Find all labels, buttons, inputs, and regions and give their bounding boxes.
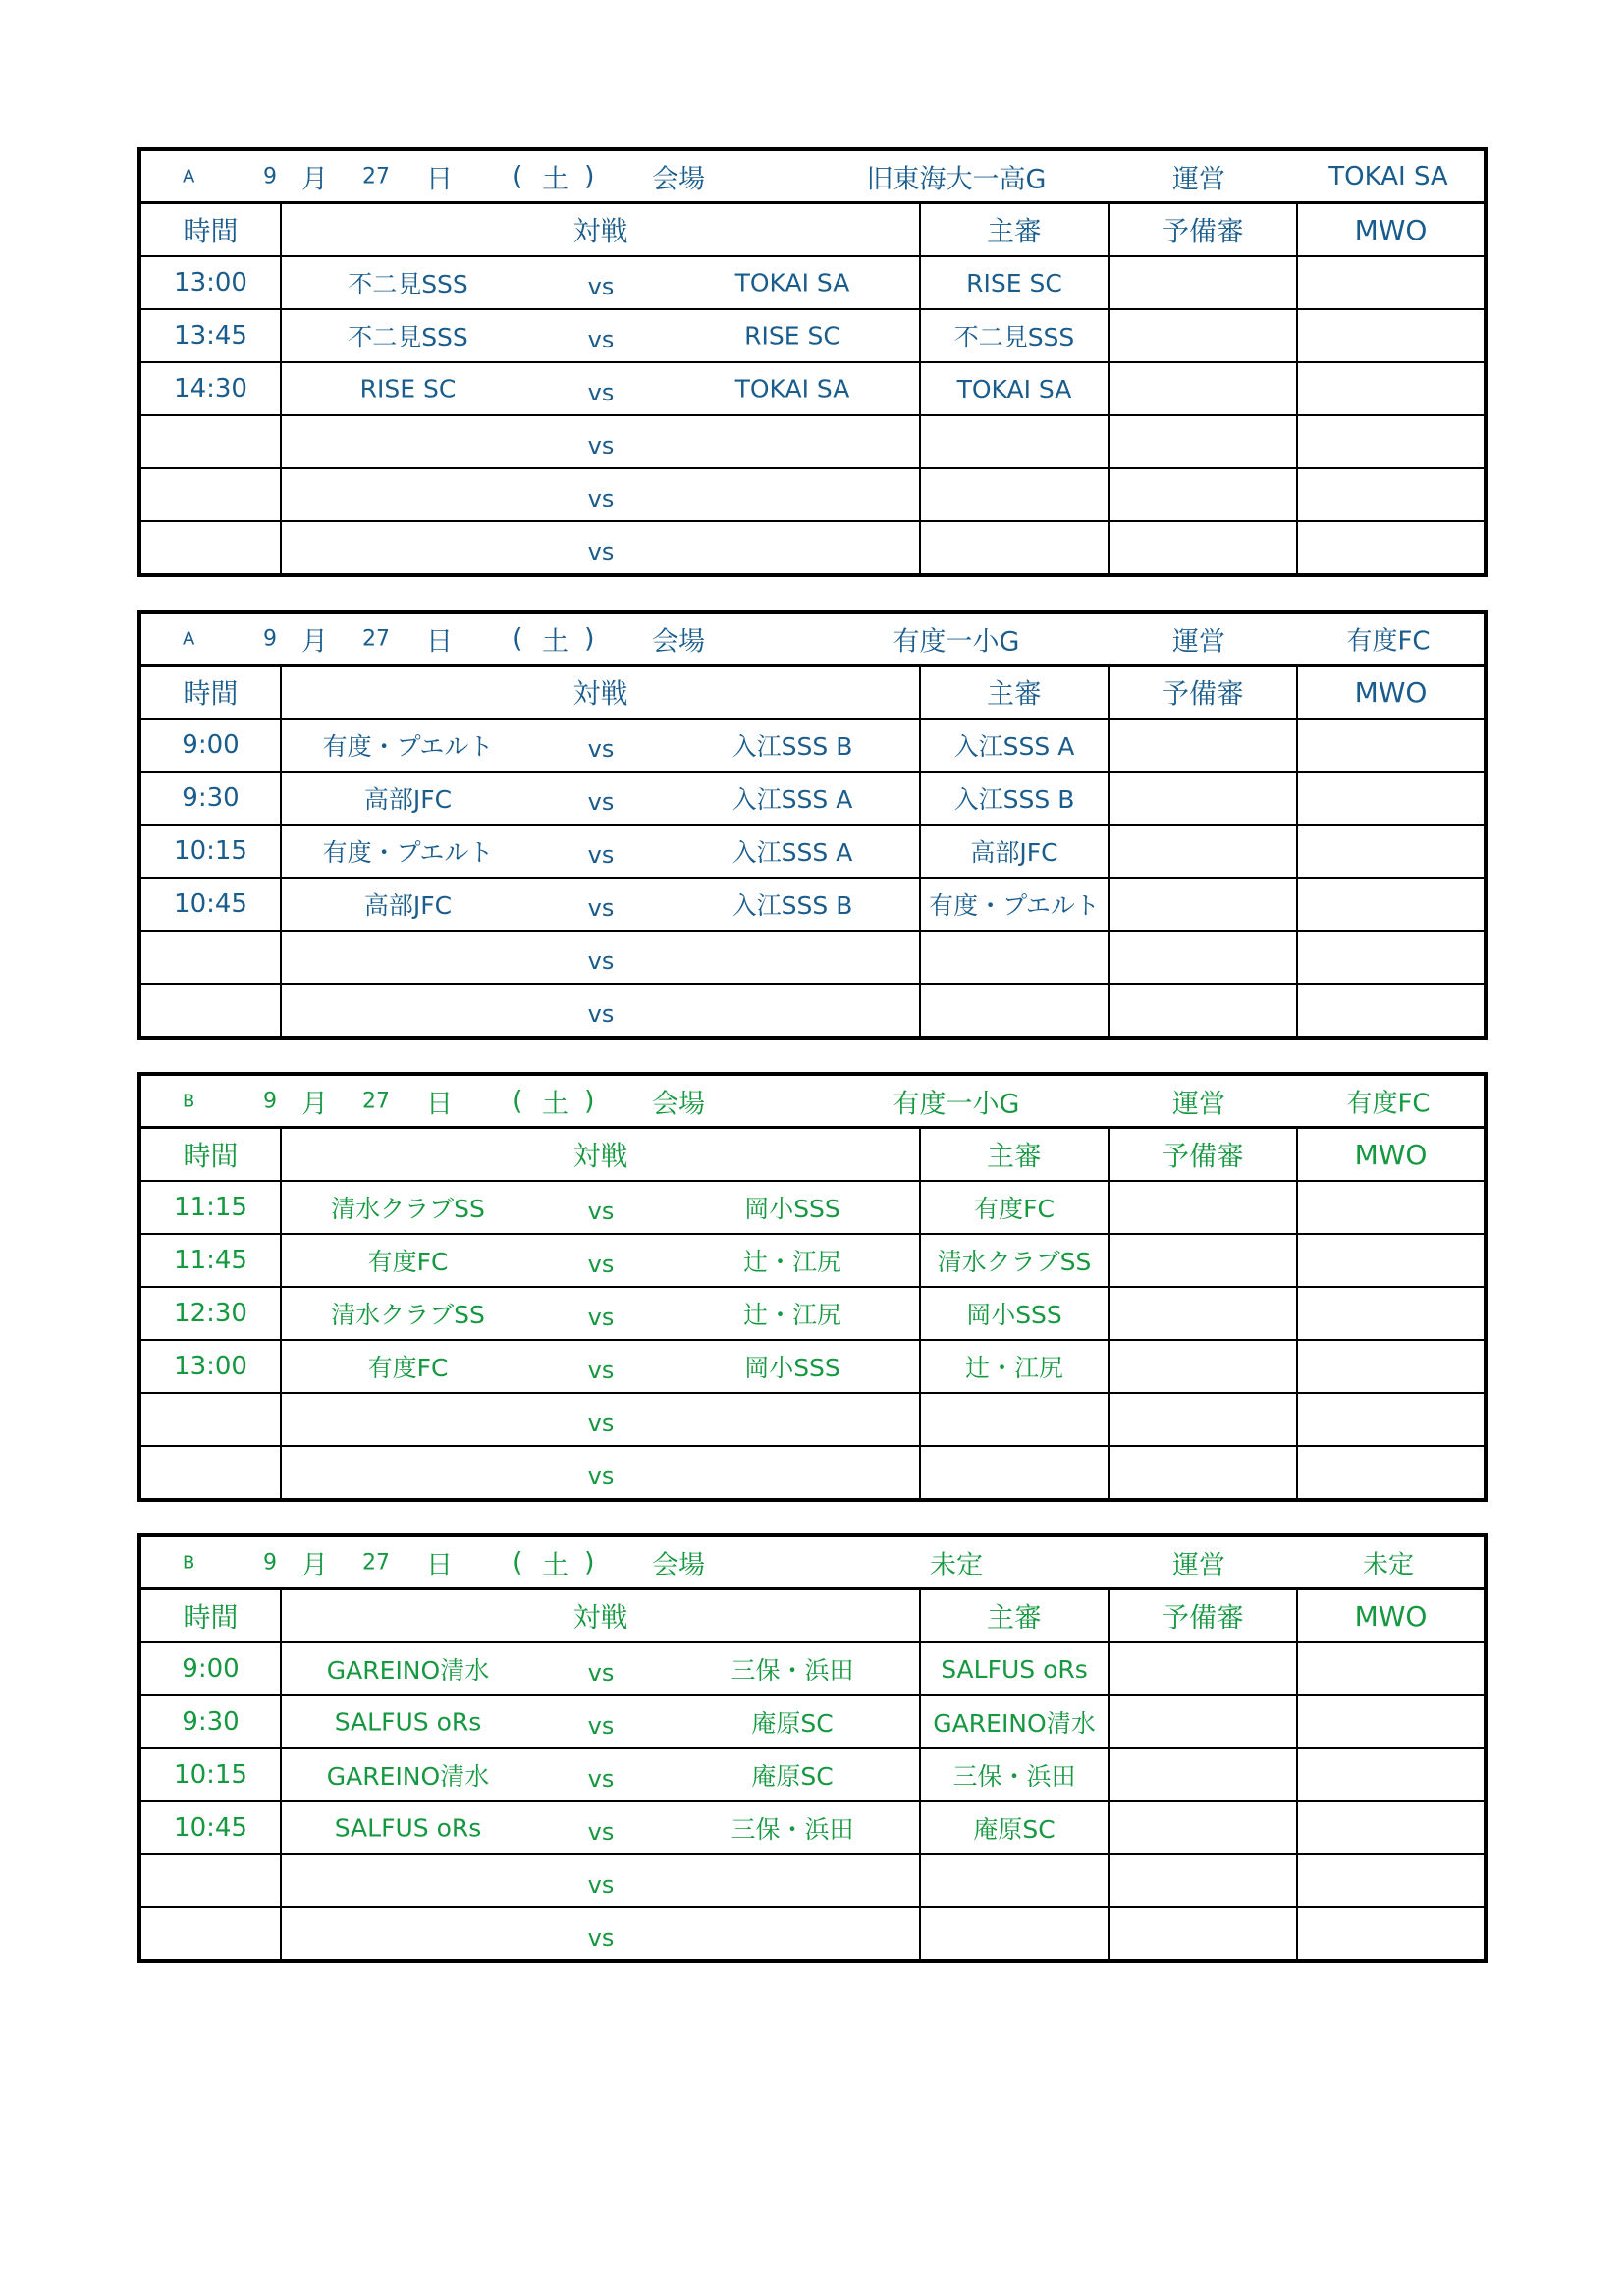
match-cell xyxy=(281,984,920,1038)
match-time: 9:30 xyxy=(139,1695,281,1748)
referee-cell xyxy=(920,1854,1109,1907)
table-row xyxy=(139,256,1486,309)
referee-cell xyxy=(920,1393,1109,1446)
away-team: 入江SSS A xyxy=(731,838,853,867)
away-team: 岡小SSS xyxy=(744,1195,840,1223)
table-row xyxy=(139,1181,1486,1234)
mwo-cell xyxy=(1297,1234,1486,1287)
match-time: 10:15 xyxy=(139,1748,281,1801)
reserve-cell xyxy=(1109,1181,1297,1234)
reserve-cell xyxy=(1109,415,1297,468)
weekday: 土 xyxy=(542,164,568,194)
venue-label: 会場 xyxy=(652,164,705,194)
venue-label: 会場 xyxy=(652,626,705,657)
vs-label: vs xyxy=(587,1463,615,1490)
match-time xyxy=(139,1393,281,1446)
home-team: SALFUS oRs xyxy=(334,1707,482,1736)
home-team: 高部JFC xyxy=(363,891,453,920)
operator-name: 有度FC xyxy=(1346,1089,1431,1118)
operator-label: 運営 xyxy=(1172,1089,1225,1119)
home-team: SALFUS oRs xyxy=(334,1813,482,1842)
match-time: 12:30 xyxy=(139,1287,281,1340)
mwo-cell xyxy=(1297,521,1486,575)
vs-label: vs xyxy=(587,1765,615,1792)
away-team: 入江SSS A xyxy=(731,785,853,814)
away-team: 庵原SC xyxy=(751,1762,834,1790)
table-row xyxy=(139,1234,1486,1287)
match-time: 10:15 xyxy=(139,825,281,878)
match-time: 13:00 xyxy=(139,256,281,309)
day-kanji: 日 xyxy=(426,626,453,657)
away-team: 入江SSS B xyxy=(731,891,853,920)
vs-label: vs xyxy=(587,1251,615,1278)
operator-name: 未定 xyxy=(1362,1550,1414,1579)
table-header-row xyxy=(139,1535,1486,1589)
away-team: TOKAI SA xyxy=(734,268,850,297)
schedule-table-4 xyxy=(137,1533,1488,1963)
mwo-cell xyxy=(1297,468,1486,521)
month-kanji: 月 xyxy=(301,626,328,657)
match-time xyxy=(139,1907,281,1961)
match-time xyxy=(139,1446,281,1500)
match-cell xyxy=(281,719,920,772)
home-team: GAREINO清水 xyxy=(326,1656,490,1684)
reserve-cell xyxy=(1109,719,1297,772)
col-reserve-header: 予備審 xyxy=(1109,1589,1297,1643)
match-cell xyxy=(281,1907,920,1961)
paren-close: ) xyxy=(584,161,595,191)
mwo-cell xyxy=(1297,1801,1486,1854)
vs-label: vs xyxy=(587,432,615,459)
col-time-header: 時間 xyxy=(139,1128,281,1182)
match-time: 11:45 xyxy=(139,1234,281,1287)
reserve-cell xyxy=(1109,1287,1297,1340)
away-team: 辻・江尻 xyxy=(742,1248,841,1276)
table-row xyxy=(139,468,1486,521)
referee-cell: TOKAI SA xyxy=(920,362,1109,415)
referee-cell: SALFUS oRs xyxy=(920,1642,1109,1695)
vs-label: vs xyxy=(587,735,615,763)
vs-label: vs xyxy=(587,1410,615,1437)
vs-label: vs xyxy=(587,841,615,869)
reserve-cell xyxy=(1109,984,1297,1038)
day-kanji: 日 xyxy=(426,1089,453,1119)
day-number: 27 xyxy=(362,164,390,188)
table-row xyxy=(139,984,1486,1038)
match-time: 9:30 xyxy=(139,772,281,825)
weekday: 土 xyxy=(542,1550,568,1580)
referee-cell: 清水クラブSS xyxy=(920,1234,1109,1287)
home-team: RISE SC xyxy=(359,374,457,403)
reserve-cell xyxy=(1109,1748,1297,1801)
match-cell xyxy=(281,362,920,415)
mwo-cell xyxy=(1297,1287,1486,1340)
referee-cell: 辻・江尻 xyxy=(920,1340,1109,1393)
vs-label: vs xyxy=(587,1000,615,1028)
match-cell xyxy=(281,772,920,825)
referee-cell xyxy=(920,468,1109,521)
reserve-cell xyxy=(1109,309,1297,362)
home-team: 清水クラブSS xyxy=(331,1195,485,1223)
referee-cell: RISE SC xyxy=(920,256,1109,309)
table-header-row xyxy=(139,149,1486,203)
match-cell xyxy=(281,825,920,878)
vs-label: vs xyxy=(587,538,615,565)
referee-cell: 三保・浜田 xyxy=(920,1748,1109,1801)
vs-label: vs xyxy=(587,1659,615,1686)
home-team: 有度・プエルト xyxy=(322,732,494,761)
match-cell xyxy=(281,1695,920,1748)
away-team: 三保・浜田 xyxy=(731,1815,854,1843)
match-time xyxy=(139,931,281,984)
vs-label: vs xyxy=(587,326,615,353)
reserve-cell xyxy=(1109,521,1297,575)
group-label: B xyxy=(183,1091,195,1111)
column-header-row xyxy=(139,1589,1486,1643)
mwo-cell xyxy=(1297,1748,1486,1801)
venue-name: 未定 xyxy=(930,1550,983,1580)
away-team: RISE SC xyxy=(744,321,840,350)
reserve-cell xyxy=(1109,1642,1297,1695)
match-time: 11:15 xyxy=(139,1181,281,1234)
month-number: 9 xyxy=(263,1550,277,1575)
match-cell xyxy=(281,878,920,931)
venue-name: 有度一小G xyxy=(893,1089,1020,1119)
referee-cell xyxy=(920,415,1109,468)
match-time xyxy=(139,468,281,521)
paren-open: ( xyxy=(513,1547,523,1577)
table-row xyxy=(139,1393,1486,1446)
mwo-cell xyxy=(1297,1907,1486,1961)
table-row xyxy=(139,1340,1486,1393)
away-team: 岡小SSS xyxy=(744,1354,840,1382)
operator-label: 運営 xyxy=(1172,1550,1225,1580)
home-team: 高部JFC xyxy=(363,785,453,814)
match-cell xyxy=(281,415,920,468)
weekday: 土 xyxy=(542,1089,568,1119)
schedule-table-3 xyxy=(137,1072,1488,1502)
match-cell xyxy=(281,1181,920,1234)
match-time: 9:00 xyxy=(139,719,281,772)
match-cell xyxy=(281,1340,920,1393)
table-row xyxy=(139,719,1486,772)
match-time xyxy=(139,984,281,1038)
match-time: 9:00 xyxy=(139,1642,281,1695)
col-mwo-header: MWO xyxy=(1297,666,1486,720)
col-referee-header: 主審 xyxy=(920,1128,1109,1182)
match-cell xyxy=(281,1854,920,1907)
month-number: 9 xyxy=(263,1089,277,1113)
reserve-cell xyxy=(1109,1393,1297,1446)
mwo-cell xyxy=(1297,309,1486,362)
table-row xyxy=(139,1287,1486,1340)
table-row xyxy=(139,1907,1486,1961)
referee-cell: 高部JFC xyxy=(920,825,1109,878)
home-team: 不二見SSS xyxy=(348,270,468,298)
table-header-cell xyxy=(139,1535,1486,1589)
mwo-cell xyxy=(1297,1695,1486,1748)
column-header-row xyxy=(139,1128,1486,1182)
weekday: 土 xyxy=(542,626,568,657)
match-cell xyxy=(281,931,920,984)
table-row xyxy=(139,415,1486,468)
table-row xyxy=(139,1748,1486,1801)
referee-cell: 不二見SSS xyxy=(920,309,1109,362)
table-row xyxy=(139,1642,1486,1695)
home-team: GAREINO清水 xyxy=(326,1762,490,1790)
away-team: 入江SSS B xyxy=(731,732,853,761)
col-mwo-header: MWO xyxy=(1297,203,1486,257)
reserve-cell xyxy=(1109,468,1297,521)
away-team: TOKAI SA xyxy=(734,374,850,403)
operator-label: 運営 xyxy=(1172,626,1225,657)
mwo-cell xyxy=(1297,984,1486,1038)
mwo-cell xyxy=(1297,1393,1486,1446)
col-mwo-header: MWO xyxy=(1297,1128,1486,1182)
reserve-cell xyxy=(1109,825,1297,878)
reserve-cell xyxy=(1109,1446,1297,1500)
match-time: 10:45 xyxy=(139,878,281,931)
match-cell xyxy=(281,1234,920,1287)
mwo-cell xyxy=(1297,1854,1486,1907)
table-header-row xyxy=(139,1074,1486,1128)
match-cell xyxy=(281,521,920,575)
table-header-row xyxy=(139,612,1486,666)
col-reserve-header: 予備審 xyxy=(1109,1128,1297,1182)
col-reserve-header: 予備審 xyxy=(1109,203,1297,257)
match-cell xyxy=(281,1287,920,1340)
mwo-cell xyxy=(1297,772,1486,825)
group-label: B xyxy=(183,1552,195,1573)
mwo-cell xyxy=(1297,719,1486,772)
referee-cell xyxy=(920,521,1109,575)
reserve-cell xyxy=(1109,362,1297,415)
reserve-cell xyxy=(1109,1234,1297,1287)
paren-open: ( xyxy=(513,1086,523,1116)
col-match-header: 対戦 xyxy=(281,666,920,720)
venue-name: 有度一小G xyxy=(893,626,1020,657)
reserve-cell xyxy=(1109,256,1297,309)
vs-label: vs xyxy=(587,273,615,300)
paren-close: ) xyxy=(584,623,595,654)
table-row xyxy=(139,1801,1486,1854)
home-team: 清水クラブSS xyxy=(331,1301,485,1329)
venue-name: 旧東海大一高G xyxy=(866,164,1047,194)
match-time: 10:45 xyxy=(139,1801,281,1854)
vs-label: vs xyxy=(587,1871,615,1898)
away-team: 辻・江尻 xyxy=(742,1301,841,1329)
paren-close: ) xyxy=(584,1547,595,1577)
match-cell xyxy=(281,1642,920,1695)
day-kanji: 日 xyxy=(426,1550,453,1580)
vs-label: vs xyxy=(587,1712,615,1739)
match-time: 14:30 xyxy=(139,362,281,415)
away-team: 庵原SC xyxy=(751,1709,834,1737)
col-time-header: 時間 xyxy=(139,666,281,720)
day-kanji: 日 xyxy=(426,164,453,194)
vs-label: vs xyxy=(587,1357,615,1384)
table-header-cell xyxy=(139,1074,1486,1128)
match-time xyxy=(139,415,281,468)
operator-name: TOKAI SA xyxy=(1328,161,1448,191)
match-cell xyxy=(281,309,920,362)
venue-label: 会場 xyxy=(652,1089,705,1119)
reserve-cell xyxy=(1109,1695,1297,1748)
month-kanji: 月 xyxy=(301,1550,328,1580)
day-number: 27 xyxy=(362,626,390,651)
mwo-cell xyxy=(1297,256,1486,309)
operator-label: 運営 xyxy=(1172,164,1225,194)
mwo-cell xyxy=(1297,878,1486,931)
match-time xyxy=(139,1854,281,1907)
reserve-cell xyxy=(1109,1801,1297,1854)
vs-label: vs xyxy=(587,1198,615,1225)
referee-cell: 岡小SSS xyxy=(920,1287,1109,1340)
referee-cell: 有度・プエルト xyxy=(920,878,1109,931)
month-number: 9 xyxy=(263,626,277,651)
match-time: 13:45 xyxy=(139,309,281,362)
away-team: 三保・浜田 xyxy=(731,1656,854,1684)
schedule-table-1 xyxy=(137,147,1488,577)
col-time-header: 時間 xyxy=(139,203,281,257)
match-cell xyxy=(281,1446,920,1500)
referee-cell: 入江SSS A xyxy=(920,719,1109,772)
reserve-cell xyxy=(1109,878,1297,931)
paren-open: ( xyxy=(513,161,523,191)
col-referee-header: 主審 xyxy=(920,666,1109,720)
vs-label: vs xyxy=(587,1924,615,1951)
table-row xyxy=(139,772,1486,825)
col-match-header: 対戦 xyxy=(281,1128,920,1182)
match-cell xyxy=(281,1748,920,1801)
operator-name: 有度FC xyxy=(1346,626,1431,656)
month-kanji: 月 xyxy=(301,1089,328,1119)
mwo-cell xyxy=(1297,931,1486,984)
mwo-cell xyxy=(1297,362,1486,415)
table-row xyxy=(139,1446,1486,1500)
referee-cell xyxy=(920,1446,1109,1500)
reserve-cell xyxy=(1109,1340,1297,1393)
reserve-cell xyxy=(1109,1907,1297,1961)
day-number: 27 xyxy=(362,1089,390,1113)
match-time: 13:00 xyxy=(139,1340,281,1393)
month-number: 9 xyxy=(263,164,277,188)
col-reserve-header: 予備審 xyxy=(1109,666,1297,720)
referee-cell xyxy=(920,1907,1109,1961)
table-row xyxy=(139,878,1486,931)
home-team: 有度FC xyxy=(367,1354,449,1382)
table-row xyxy=(139,931,1486,984)
column-header-row xyxy=(139,666,1486,720)
vs-label: vs xyxy=(587,894,615,922)
table-row xyxy=(139,309,1486,362)
home-team: 有度・プエルト xyxy=(322,838,494,867)
day-number: 27 xyxy=(362,1550,390,1575)
vs-label: vs xyxy=(587,1818,615,1845)
match-cell xyxy=(281,1801,920,1854)
col-referee-header: 主審 xyxy=(920,203,1109,257)
referee-cell: 有度FC xyxy=(920,1181,1109,1234)
match-time xyxy=(139,521,281,575)
mwo-cell xyxy=(1297,415,1486,468)
referee-cell xyxy=(920,984,1109,1038)
col-match-header: 対戦 xyxy=(281,1589,920,1643)
table-header-cell xyxy=(139,612,1486,666)
match-cell xyxy=(281,468,920,521)
table-row xyxy=(139,825,1486,878)
table-header-cell xyxy=(139,149,1486,203)
vs-label: vs xyxy=(587,379,615,406)
col-referee-header: 主審 xyxy=(920,1589,1109,1643)
column-header-row xyxy=(139,203,1486,257)
group-label: A xyxy=(183,628,195,649)
paren-close: ) xyxy=(584,1086,595,1116)
col-time-header: 時間 xyxy=(139,1589,281,1643)
mwo-cell xyxy=(1297,1642,1486,1695)
reserve-cell xyxy=(1109,931,1297,984)
mwo-cell xyxy=(1297,1181,1486,1234)
vs-label: vs xyxy=(587,947,615,975)
table-row xyxy=(139,521,1486,575)
match-cell xyxy=(281,1393,920,1446)
vs-label: vs xyxy=(587,1304,615,1331)
schedule-table-2 xyxy=(137,610,1488,1040)
mwo-cell xyxy=(1297,825,1486,878)
home-team: 有度FC xyxy=(367,1248,449,1276)
col-mwo-header: MWO xyxy=(1297,1589,1486,1643)
venue-label: 会場 xyxy=(652,1550,705,1580)
referee-cell xyxy=(920,931,1109,984)
group-label: A xyxy=(183,166,195,187)
table-row xyxy=(139,1854,1486,1907)
mwo-cell xyxy=(1297,1446,1486,1500)
reserve-cell xyxy=(1109,1854,1297,1907)
paren-open: ( xyxy=(513,623,523,654)
referee-cell: 入江SSS B xyxy=(920,772,1109,825)
referee-cell: 庵原SC xyxy=(920,1801,1109,1854)
home-team: 不二見SSS xyxy=(348,323,468,351)
referee-cell: GAREINO清水 xyxy=(920,1695,1109,1748)
mwo-cell xyxy=(1297,1340,1486,1393)
month-kanji: 月 xyxy=(301,164,328,194)
match-cell xyxy=(281,256,920,309)
table-row xyxy=(139,362,1486,415)
col-match-header: 対戦 xyxy=(281,203,920,257)
table-row xyxy=(139,1695,1486,1748)
reserve-cell xyxy=(1109,772,1297,825)
vs-label: vs xyxy=(587,788,615,816)
vs-label: vs xyxy=(587,485,615,512)
